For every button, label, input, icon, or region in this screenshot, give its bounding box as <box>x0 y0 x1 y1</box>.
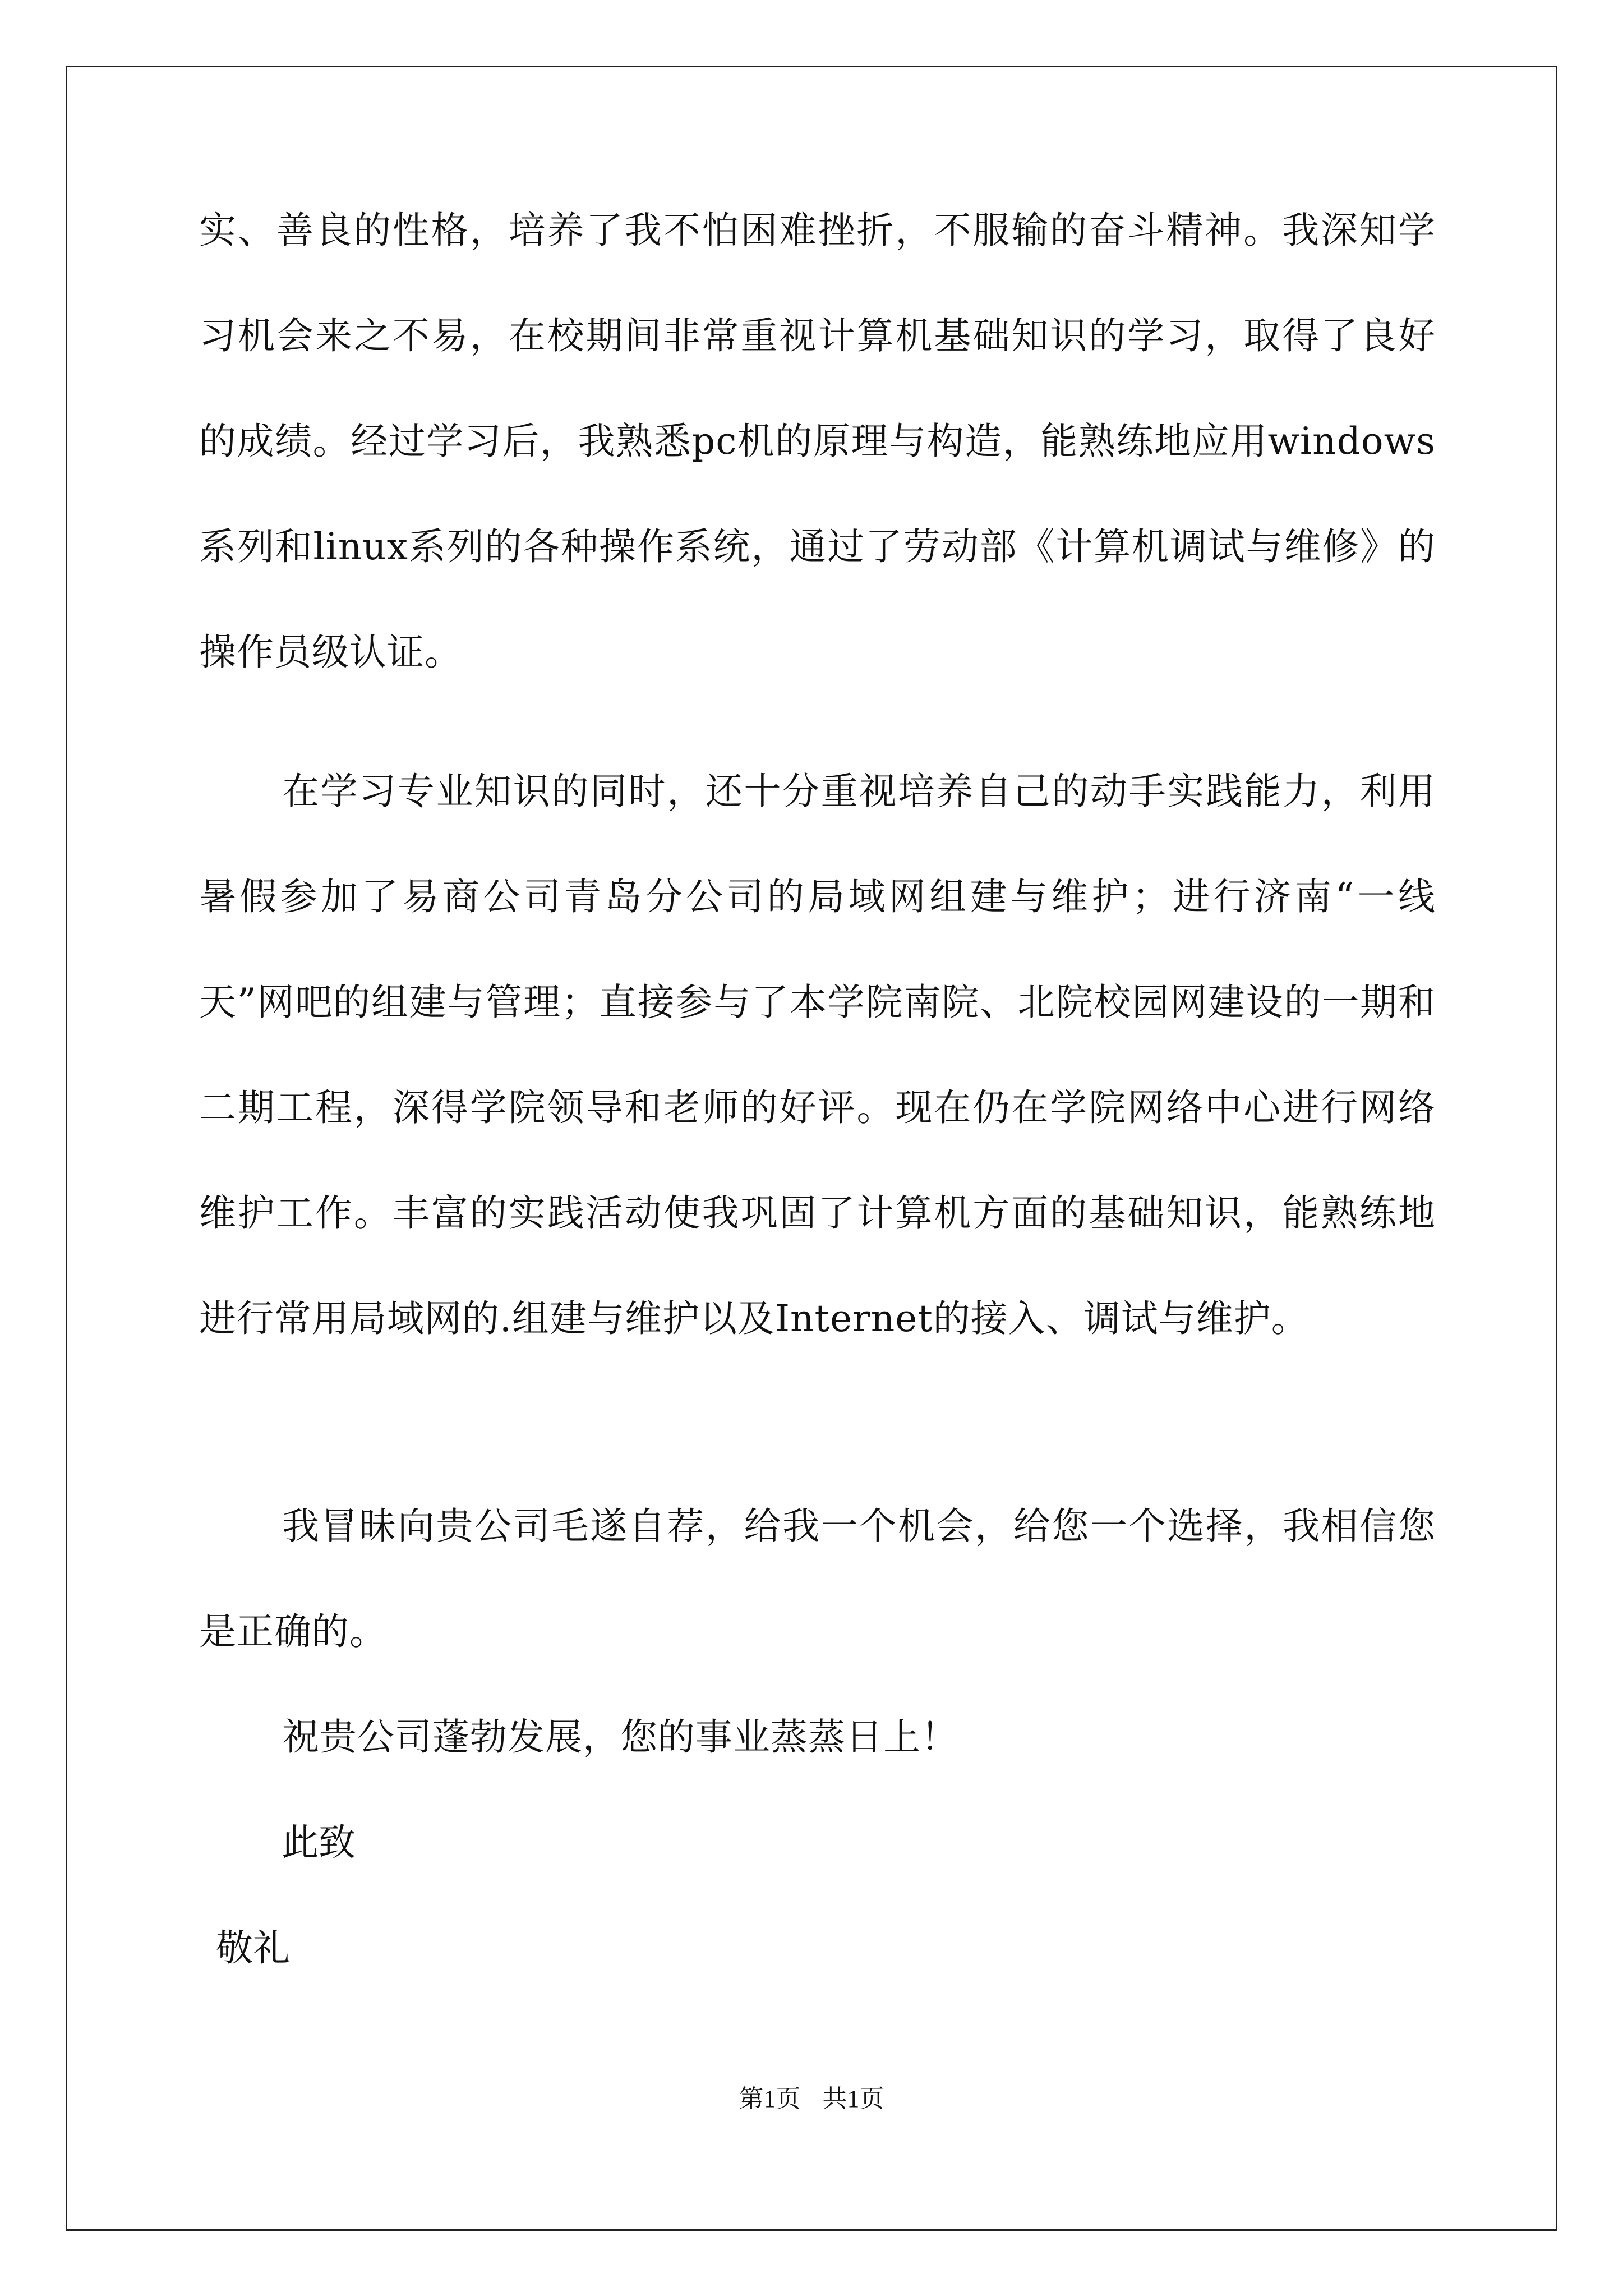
paragraph-2: 在学习专业知识的同时，还十分重视培养自己的动手实践能力，利用暑假参加了易商公司青岛分公司的局域网组建与维护；进行济南“一线天”网吧的组建与管理；直接参与了本学院南院、北院校园网建设的一期和二期工程，深得学院领导和老师的好评。现在仍在学院网络中心进行网络维护工作。丰富的实践活动使我巩固了计算机方面的基础知识，能熟练地进行常用局域网的.组建与维护以及Internet的接入、调试与维护。 <box>199 770 1436 1340</box>
page-footer <box>0 2082 1623 2116</box>
page-number: 第1页 <box>739 2085 801 2113</box>
paragraph-1: 实、善良的性格，培养了我不怕困难挫折，不服输的奋斗精神。我深知学习机会来之不易，在校期间非常重视计算机基础知识的学习，取得了良好的成绩。经过学习后，我熟悉pc机的原理与构造，能熟练地应用windows系列和linux系列的各种操作系统，通过了劳动部《计算机调试与维修》的操作员级认证。 <box>199 209 1436 674</box>
page-total: 共1页 <box>822 2085 884 2113</box>
closing: 敬礼 <box>216 1926 290 1970</box>
letter-body-4 <box>199 1685 1436 1790</box>
salutation: 此致 <box>282 1821 356 1864</box>
paragraph-4: 祝贵公司蓬勃发展，您的事业蒸蒸日上！ <box>282 1715 958 1759</box>
letter-body-3 <box>199 1474 1436 1685</box>
letter-body <box>199 178 1436 705</box>
paragraph-3: 我冒昧向贵公司毛遂自荐，给我一个机会，给您一个选择，我相信您是正确的。 <box>199 1504 1436 1653</box>
letter-body-2 <box>199 739 1436 1372</box>
